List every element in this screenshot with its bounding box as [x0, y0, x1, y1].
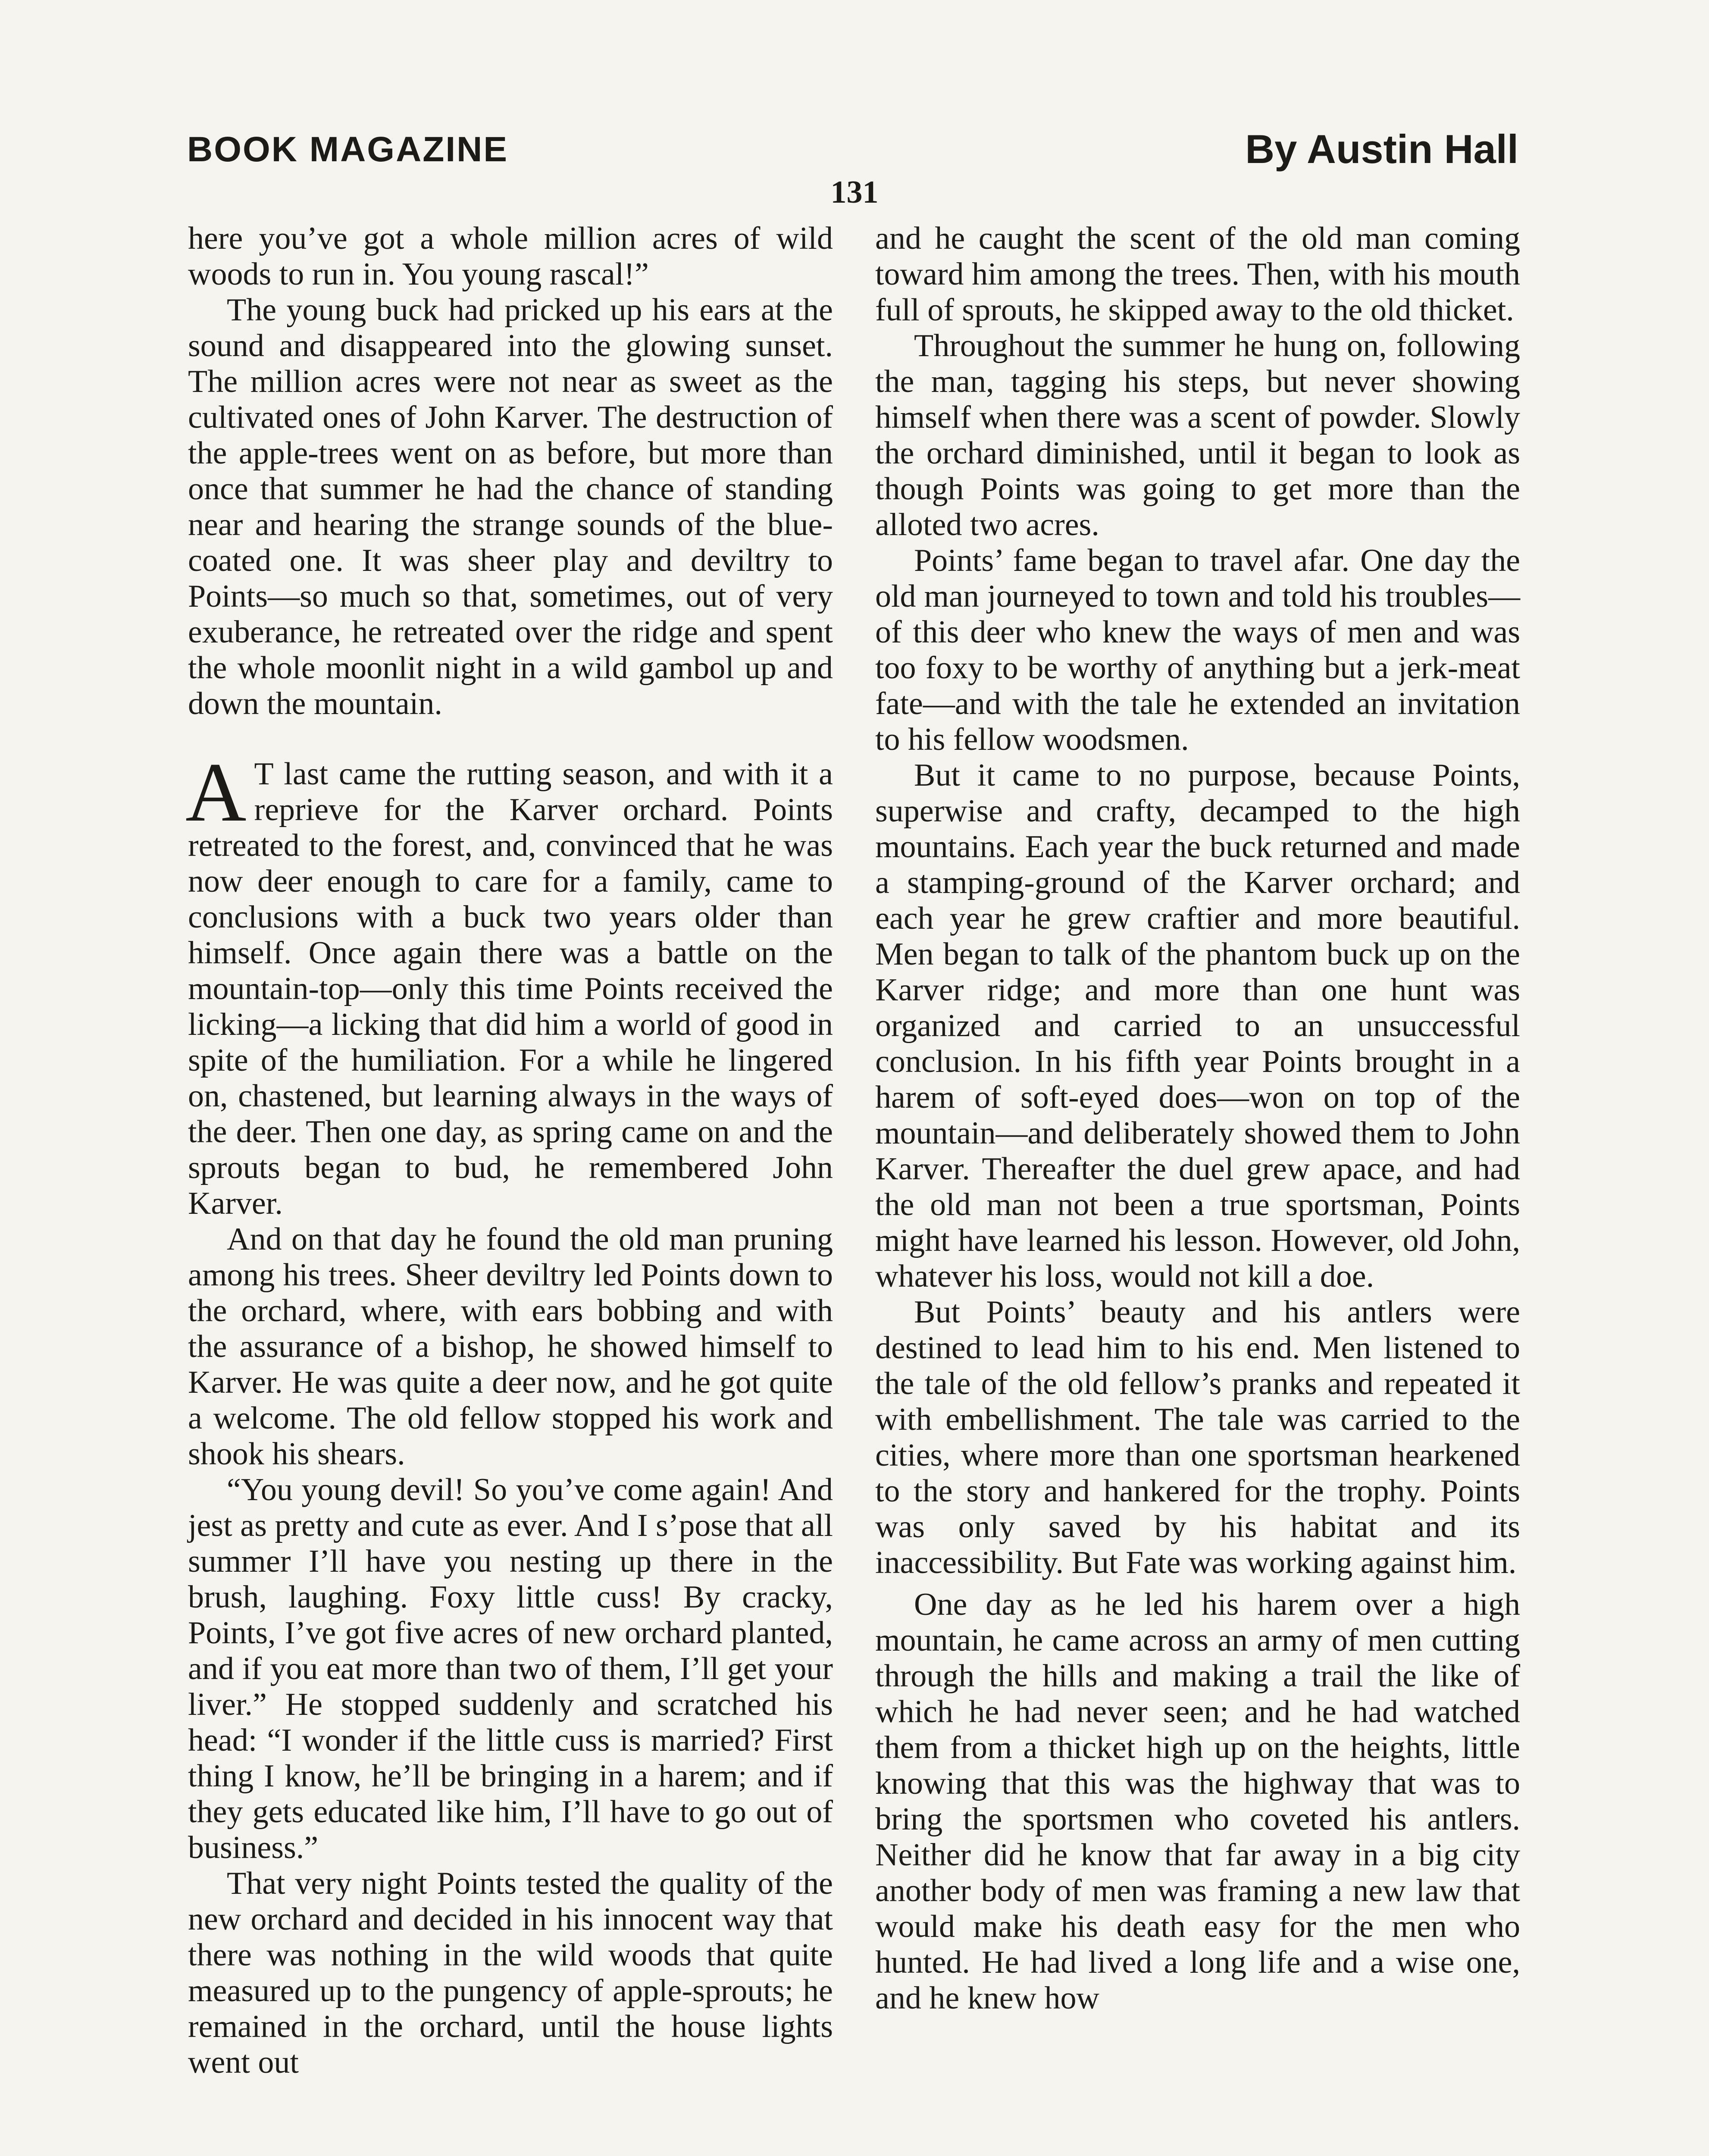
- paragraph-spacer: [875, 1581, 1520, 1587]
- paragraph: Throughout the summer he hung on, following the man, tagging his steps, but never showing himself when there was a scent of powder. Slowly the orchard diminished, until it began to look as though Points was going to get more than the alloted two acres.: [875, 328, 1520, 542]
- paragraph: But Points’ beauty and his antlers were destined to lead him to his end. Men listened to the tale of the old fellow’s pranks and repeated it with embellishment. The tale was carried to the cities, where more than one sportsman hearkened to the story and hankered for the trophy. Points was only saved by his habitat and its inaccessibility. But Fate was working against him.: [875, 1294, 1520, 1580]
- paragraph: One day as he led his harem over a high mountain, he came across an army of men cutting through the hills and making a trail the like of which he had never seen; and he had watched them from a thicket high up on the heights, little knowing that this was the highway that was to bring the sportsmen who coveted his antlers. Neither did he know that far away in a big city another body of men was framing a new law that would make his death easy for the men who hunted. He had lived a long life and a wise one, and he knew how: [875, 1587, 1520, 2016]
- page-number: 131: [830, 175, 879, 210]
- paragraph: That very night Points tested the quality of the new orchard and decided in his innocent way that there was nothing in the wild woods that quite measured up to the pungency of apple-sprouts; he remained in the orchard, until the house lights went out: [188, 1866, 833, 2080]
- publication-title: BOOK MAGAZINE: [187, 130, 509, 169]
- left-column: [185, 221, 833, 2081]
- paragraph: But it came to no purpose, because Points, superwise and crafty, decamped to the high mountains. Each year the buck returned and made a stamping-ground of the Karver orchard; and each year he grew craftier and more beautiful. Men began to talk of the phantom buck up on the Karver ridge; and more than one hunt was organized and carried to an unsuccessful conclusion. In his fifth year Points brought in a harem of soft-eyed does—won on top of the mountain—and deliberately showed them to John Karver. Thereafter the duel grew apace, and had the old man not been a true sportsman, Points might have learned his lesson. However, old John, whatever his loss, would not kill a doe.: [875, 758, 1520, 1294]
- paragraph: Points’ fame began to travel afar. One day the old man journeyed to town and told his troubles—of this deer who knew the ways of men and was too foxy to be worthy of anything but a jerk-meat fate—and with the tale he extended an invitation to his fellow woodsmen.: [875, 543, 1520, 757]
- author-byline: By Austin Hall: [1245, 126, 1518, 172]
- paragraph: And on that day he found the old man pruning among his trees. Sheer deviltry led Points down to the orchard, where, with ears bobbing and with the assurance of a bishop, he showed himself to Karver. He was quite a deer now, and he got quite a welcome. The old fellow stopped his work and shook his shears.: [188, 1222, 833, 1472]
- paragraph: and he caught the scent of the old man coming toward him among the trees. Then, with his mouth full of sprouts, he skipped away to the old thicket.: [875, 221, 1520, 328]
- paragraph-text: T last came the rutting season, and with it a reprieve for the Karver orchard. Points retreated to the forest, and, convinced that he was now deer enough to care for a family, came to conclusions with a buck two years older than himself. Once again there was a battle on the mountain-top—only this time Points received the licking—a licking that did him a world of good in spite of the humiliation. For a while he lingered on, chastened, but learning always in the ways of the deer. Then one day, as spring came on and the sprouts began to bud, he remembered John Karver.: [188, 756, 833, 1221]
- paragraph: here you’ve got a whole million acres of wild woods to run in. You young rascal!”: [188, 221, 833, 292]
- paragraph-dropcap: [185, 746, 833, 1222]
- section-break: [188, 722, 833, 756]
- paragraph: The young buck had pricked up his ears at the sound and disappeared into the glowing sunset. The million acres were not near as sweet as the cultivated ones of John Karver. The destruction of the apple-trees went on as before, but more than once that summer he had the chance of standing near and hearing the strange sounds of the blue-coated one. It was sheer play and deviltry to Points—so much so that, sometimes, out of very exuberance, he retreated over the ridge and spent the whole moonlit night in a wild gambol up and down the mountain.: [188, 292, 833, 721]
- paragraph: “You young devil! So you’ve come again! And jest as pretty and cute as ever. And I s’pose that all summer I’ll have you nesting up there in the brush, laughing. Foxy little cuss! By cracky, Points, I’ve got five acres of new orchard planted, and if you eat more than two of them, I’ll get your liver.” He stopped suddenly and scratched his head: “I wonder if the little cuss is married? First thing I know, he’ll be bringing in a harem; and if they gets educated like him, I’ll have to go out of business.”: [188, 1472, 833, 1865]
- drop-cap: A: [185, 746, 247, 839]
- right-column: [875, 221, 1520, 2016]
